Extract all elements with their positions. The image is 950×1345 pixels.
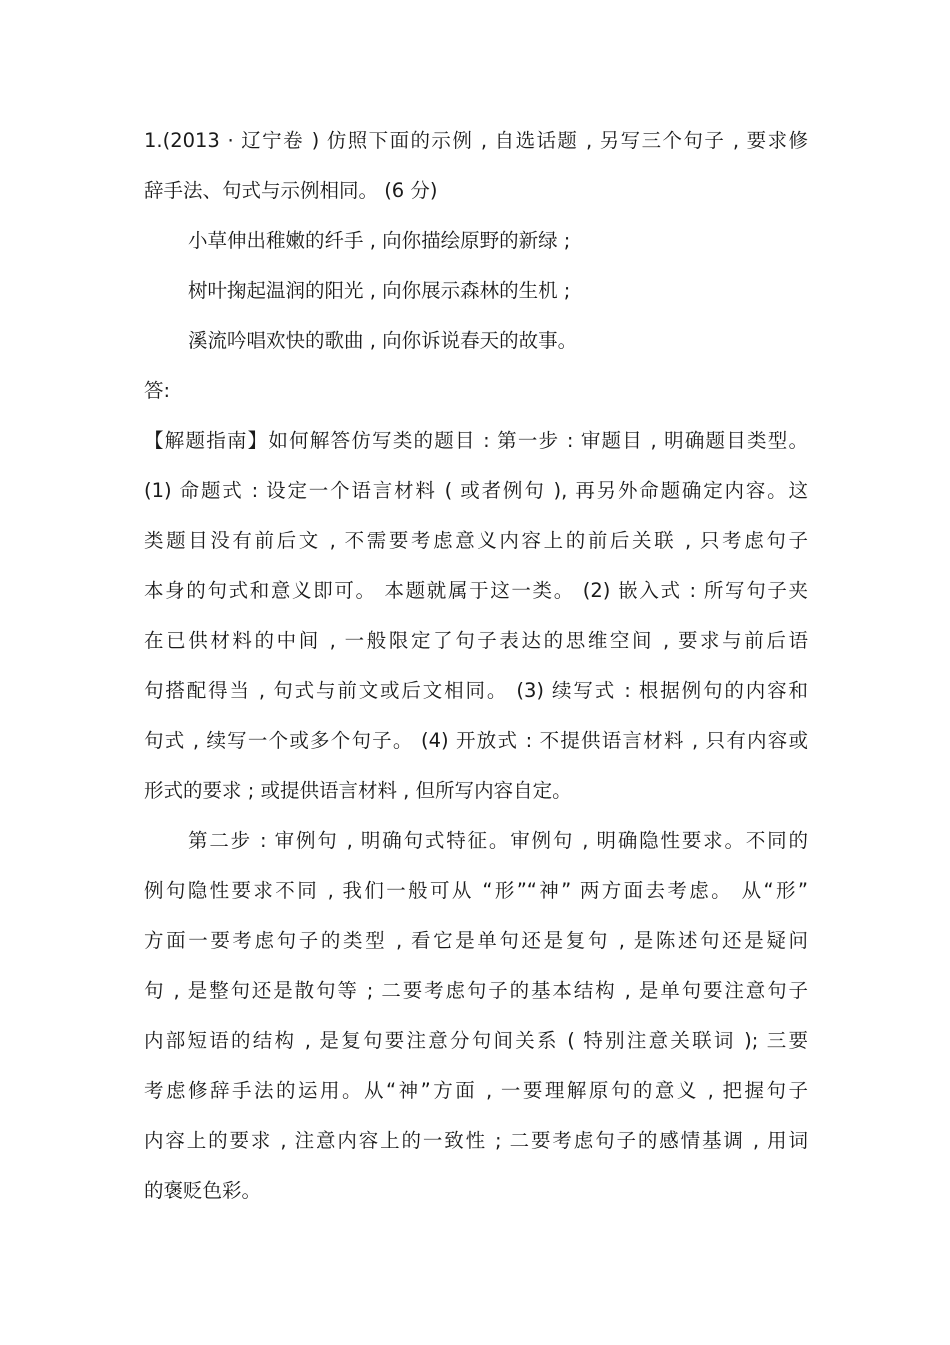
guide-p2-line-5: 内部短语的结构 , 是复句要注意分句间关系 ( 特别注意关联词 ); 三要 bbox=[144, 1029, 808, 1052]
guide-p1-line-4: 本身的句式和意义即可。 本题就属于这一类。 (2) 嵌入式 : 所写句子夹 bbox=[144, 579, 808, 602]
solution-guide-paragraph-1 bbox=[144, 416, 808, 816]
guide-p1-line-5: 在已供材料的中间 , 一般限定了句子表达的思维空间 , 要求与前后语 bbox=[144, 629, 808, 652]
example-sentence-3: 溪流吟唱欢快的歌曲 , 向你诉说春天的故事。 bbox=[188, 329, 578, 352]
guide-p1-line-6: 句搭配得当 , 句式与前文或后文相同。 (3) 续写式 : 根据例句的内容和 bbox=[144, 679, 808, 702]
guide-p2-line-7: 内容上的要求 , 注意内容上的一致性 ; 二要考虑句子的感情基调 , 用词 bbox=[144, 1129, 808, 1152]
guide-p1-line-8: 形式的要求 ; 或提供语言材料 , 但所写内容自定。 bbox=[144, 779, 572, 802]
guide-p2-line-6: 考虑修辞手法的运用。从“神”方面 , 一要理解原句的意义 , 把握句子 bbox=[144, 1079, 808, 1102]
guide-p1-line-3: 类题目没有前后文 , 不需要考虑意义内容上的前后关联 , 只考虑句子 bbox=[144, 529, 808, 552]
guide-p2-line-1: 第二步 : 审例句 , 明确句式特征。审例句 , 明确隐性要求。不同的 bbox=[188, 829, 808, 852]
answer-label: 答: bbox=[144, 379, 171, 402]
question-block bbox=[144, 116, 808, 416]
guide-p2-line-4: 句 , 是整句还是散句等 ; 二要考虑句子的基本结构 , 是单句要注意句子 bbox=[144, 979, 808, 1002]
document-body bbox=[144, 116, 808, 1216]
question-stem-line-2: 辞手法、句式与示例相同。 (6 分) bbox=[144, 179, 438, 202]
guide-p2-line-8: 的褒贬色彩。 bbox=[144, 1179, 262, 1202]
guide-p1-line-1: 【解题指南】如何解答仿写类的题目 : 第一步 : 审题目 , 明确题目类型。 bbox=[144, 429, 808, 452]
example-sentence-1: 小草伸出稚嫩的纤手 , 向你描绘原野的新绿 ; bbox=[188, 229, 571, 252]
solution-guide-paragraph-2 bbox=[144, 816, 808, 1216]
guide-p1-line-7: 句式 , 续写一个或多个句子。 (4) 开放式 : 不提供语言材料 , 只有内容或 bbox=[144, 729, 808, 752]
guide-p2-line-2: 例句隐性要求不同 , 我们一般可从 “形”“神” 两方面去考虑。 从“形” bbox=[144, 879, 808, 902]
question-stem-line-1: 1.(2013 · 辽宁卷 ) 仿照下面的示例 , 自选话题 , 另写三个句子 , 要求修 bbox=[144, 129, 808, 152]
example-sentence-2: 树叶掬起温润的阳光 , 向你展示森林的生机 ; bbox=[188, 279, 571, 302]
guide-p2-line-3: 方面一要考虑句子的类型 , 看它是单句还是复句 , 是陈述句还是疑问 bbox=[144, 929, 808, 952]
guide-p1-line-2: (1) 命题式 : 设定一个语言材料 ( 或者例句 ), 再另外命题确定内容。这 bbox=[144, 479, 808, 502]
